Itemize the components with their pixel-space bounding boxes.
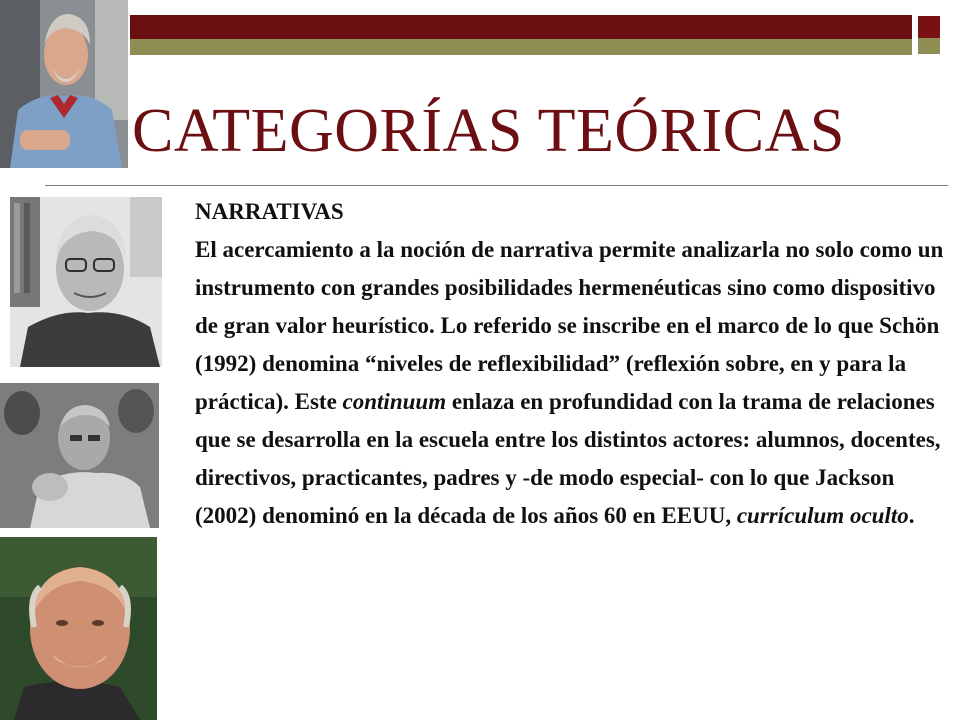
top-accent-bar-olive xyxy=(130,39,912,55)
section-heading: NARRATIVAS xyxy=(195,199,344,224)
corner-square-red xyxy=(918,16,940,38)
portrait-photo-1 xyxy=(0,0,128,168)
portrait-photo-4 xyxy=(0,537,157,720)
portrait-photo-2 xyxy=(10,197,162,367)
body-italic-curriculum-oculto: currículum oculto xyxy=(736,503,909,528)
title-divider xyxy=(45,185,948,186)
body-text-part-2: enlaza en profundidad con la trama de relaciones que se desarrolla en la escuela entre los distintos actores: alumnos, docentes, directivos, practicantes, padres y -de modo especial- con lo que Jackson (2002) denominó en la década de los años 60 en EEUU, xyxy=(195,389,941,528)
body-italic-continuum: continuum xyxy=(342,389,447,414)
slide-title: CATEGORÍAS TEÓRICAS xyxy=(132,97,845,165)
corner-square-olive xyxy=(918,38,940,54)
slide-body xyxy=(195,193,947,535)
body-text-part-1: El acercamiento a la noción de narrativa permite analizarla no solo como un instrumento con grandes posibilidades hermenéuticas sino como dispositivo de gran valor heurístico. Lo referido se inscribe en el marco de lo que Schön (1992) denomina “niveles de reflexibilidad” (reflexión sobre, en y para la práctica). Este xyxy=(195,237,944,414)
body-text-end: . xyxy=(908,503,915,528)
portrait-photo-3 xyxy=(0,383,159,528)
top-accent-bar-red xyxy=(130,15,912,39)
